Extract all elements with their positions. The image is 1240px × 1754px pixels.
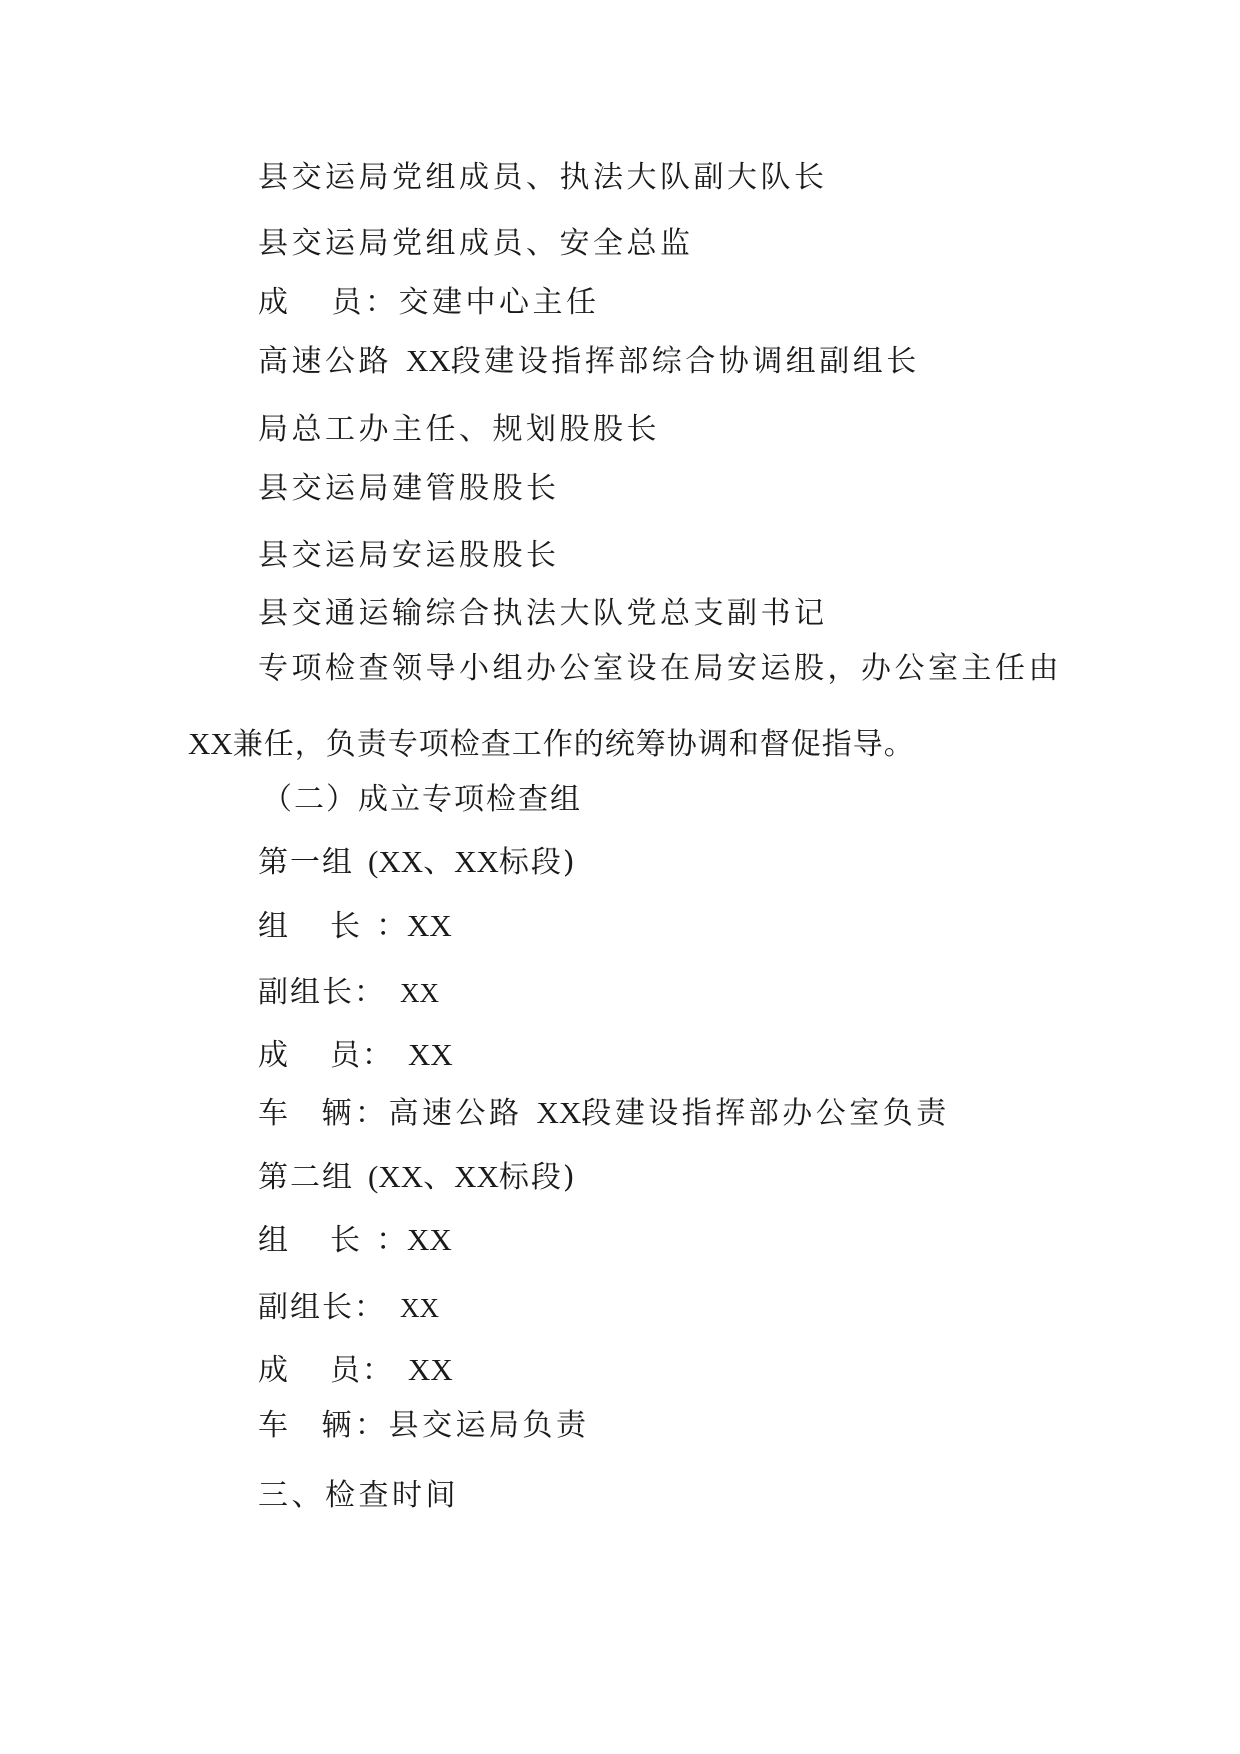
group2-vehicle-a: 车 — [258, 1408, 292, 1443]
group2-leader-a: 组 — [258, 1223, 290, 1258]
group1-leader-a: 组 — [258, 909, 290, 944]
group1-title-c: 标段) — [498, 845, 577, 880]
group1-member-b: 员： — [330, 1038, 394, 1073]
group2-title-c: 标段) — [498, 1160, 577, 1195]
office-paragraph-xx: XX — [188, 726, 233, 761]
group2-deputy-label: 副组长： — [258, 1290, 386, 1325]
group2-vehicle — [258, 1406, 590, 1446]
group1-member-value: XX — [408, 1037, 453, 1072]
member-line-7 — [258, 536, 560, 576]
group2-deputy — [258, 1288, 439, 1328]
group2-title-b: (XX、XX — [368, 1159, 499, 1194]
group1-leader-b: 长 — [330, 909, 362, 944]
members-label-a: 成 — [258, 285, 292, 320]
office-paragraph-line-1 — [258, 649, 1062, 689]
member-line-7-text: 县交运局安运股股长 — [258, 538, 560, 573]
member-line-4-a: 高速公路 — [258, 344, 392, 379]
group1-vehicle — [258, 1093, 950, 1134]
members-label-b: 员：交建中心主任 — [331, 285, 600, 320]
member-line-1 — [258, 158, 828, 198]
group1-leader-value: ：XX — [376, 908, 452, 943]
section-heading-groups-text: （二）成立专项检查组 — [262, 782, 582, 817]
office-paragraph-text-2: 兼任，负责专项检查工作的统筹协调和督促指导。 — [232, 727, 915, 762]
member-line-5 — [258, 410, 660, 450]
member-line-4-b: XX — [406, 343, 451, 378]
group1-title-b: (XX、XX — [368, 844, 499, 879]
member-line-6 — [258, 469, 560, 509]
group1-vehicle-d: 段建设指挥部办公室负责 — [581, 1096, 950, 1131]
members-line — [258, 283, 600, 323]
section-heading-inspection-time-text: 三、检查时间 — [258, 1478, 459, 1513]
group2-title — [258, 1157, 577, 1198]
group1-vehicle-a: 车 — [258, 1096, 292, 1131]
office-paragraph-line-2 — [188, 724, 915, 765]
group1-deputy-value: XX — [400, 978, 439, 1008]
member-line-2-text: 县交运局党组成员、安全总监 — [258, 226, 694, 261]
member-line-6-text: 县交运局建管股股长 — [258, 471, 560, 506]
group2-title-a: 第二组 — [258, 1160, 354, 1195]
group1-members — [258, 1035, 453, 1076]
group2-vehicle-b: 辆：县交运局负责 — [321, 1408, 590, 1443]
section-heading-inspection-time — [258, 1476, 459, 1516]
group1-deputy-label: 副组长： — [258, 975, 386, 1010]
group2-member-a: 成 — [258, 1353, 290, 1388]
member-line-4-c: 段建设指挥部综合协调组副组长 — [450, 344, 920, 379]
group1-title-a: 第一组 — [258, 845, 354, 880]
group2-leader — [258, 1220, 452, 1261]
group2-members — [258, 1350, 453, 1391]
member-line-5-text: 局总工办主任、规划股股长 — [258, 412, 660, 447]
group2-member-value: XX — [408, 1352, 453, 1387]
member-line-1-text: 县交运局党组成员、执法大队副大队长 — [258, 160, 828, 195]
group2-leader-b: 长 — [330, 1223, 362, 1258]
member-line-8 — [258, 594, 828, 634]
member-line-4 — [258, 341, 920, 382]
group1-leader — [258, 906, 452, 947]
group1-deputy — [258, 973, 439, 1013]
section-heading-groups — [262, 780, 582, 820]
group2-leader-value: ：XX — [376, 1222, 452, 1257]
office-paragraph-text-1: 专项检查领导小组办公室设在局安运股，办公室主任由 — [258, 651, 1062, 686]
group1-title — [258, 842, 577, 883]
group1-vehicle-b: 辆：高速公路 — [321, 1096, 523, 1131]
member-line-8-text: 县交通运输综合执法大队党总支副书记 — [258, 596, 828, 631]
group2-deputy-value: XX — [400, 1293, 439, 1323]
member-line-2 — [258, 224, 694, 264]
group1-member-a: 成 — [258, 1038, 290, 1073]
group1-vehicle-c: XX — [536, 1095, 582, 1130]
group2-member-b: 员： — [330, 1353, 394, 1388]
